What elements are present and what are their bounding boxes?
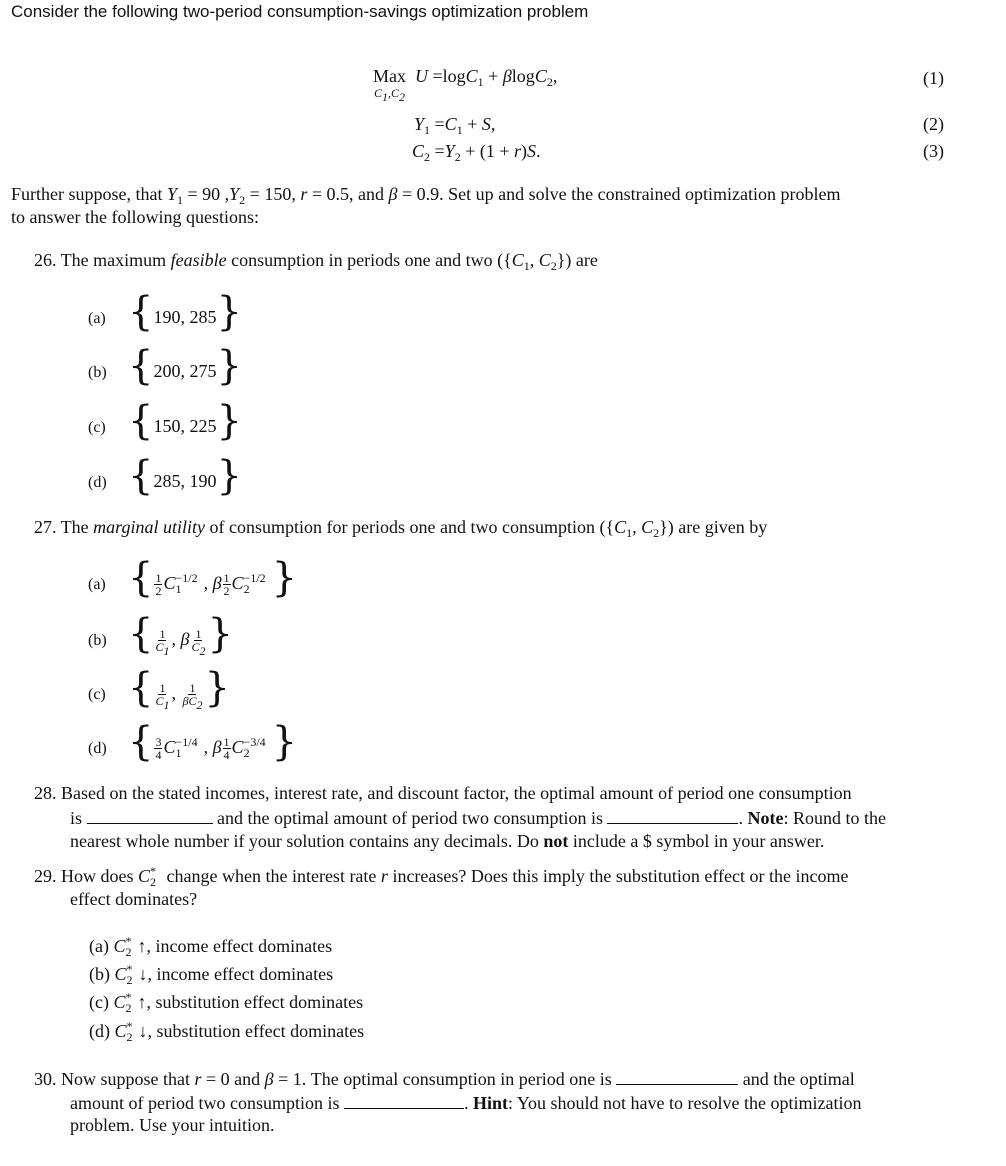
equation-2-number: (2) xyxy=(923,114,944,134)
setup-line-1: Further suppose, that $Y_1 = 90$ $,Y_2 = 150$, r = 0.5, and β = 0.9. Set up and solve the constrained optimization problem xyxy=(11,184,841,207)
question-29-line-2: effect dominates? xyxy=(70,889,198,909)
q29-option-d[interactable]: (d) $C_2^*$ ↓, substitution effect dominates xyxy=(89,1019,365,1044)
q27-option-b[interactable]: (b) { $\frac{1}{C_1}$ , β $\frac{1}{C_2}$ } xyxy=(88,611,233,659)
option-value: 190, 285 xyxy=(153,307,217,327)
question-number: 28. xyxy=(34,783,57,803)
option-label: (c) xyxy=(88,419,106,436)
q26-option-b[interactable]: (b) {200, 275} xyxy=(88,343,242,389)
equation-2: $Y_1 =C_1 + S$, xyxy=(414,114,496,137)
equation-1-number: (1) xyxy=(923,68,944,88)
q30-line1b: and the optimal xyxy=(742,1069,855,1089)
equation-1: Max $C_1,C_2$ U =logC$_1$ + βlogC$_2$, xyxy=(373,66,558,104)
option-label: (b) xyxy=(88,364,107,381)
q29-option-b[interactable]: (b) $C_2^*$ ↓, income effect dominates xyxy=(89,962,334,987)
option-text: , income effect dominates xyxy=(147,964,334,984)
option-label: (c) xyxy=(88,686,106,703)
q30-blank-period-two[interactable] xyxy=(344,1092,464,1109)
option-label: (d) xyxy=(89,1021,110,1041)
q26-option-c[interactable]: (c) {150, 225} xyxy=(88,398,242,444)
question-30-line-2: amount of period two consumption is . Hint: You should not have to resolve the optimization xyxy=(70,1093,862,1113)
arrow-down-icon: ↓ xyxy=(138,964,148,984)
question-28-line-3 xyxy=(70,831,824,852)
option-value: 150, 225 xyxy=(153,416,217,436)
hint-label: Hint xyxy=(472,1093,508,1113)
hint-rest: : You should not have to resolve the optimization xyxy=(508,1093,862,1113)
q26-option-a[interactable]: (a) {190, 285} xyxy=(88,289,242,335)
intro-text: Consider the following two-period consumption-savings optimization problem xyxy=(11,2,589,21)
question-number: 29. xyxy=(34,866,57,886)
option-text: , substitution effect dominates xyxy=(146,992,364,1012)
not-emphasis: not xyxy=(543,831,569,851)
q28-text: Based on the stated incomes, interest rate, and discount factor, the optimal amount of period one consumption xyxy=(61,783,852,803)
option-label: (d) xyxy=(88,474,107,491)
option-value: 200, 275 xyxy=(153,361,217,381)
question-number: 26. xyxy=(34,250,57,270)
q30-line2a: amount of period two consumption is xyxy=(70,1093,340,1113)
q29-option-a[interactable]: (a) $C_2^*$ ↑, income effect dominates xyxy=(89,934,333,959)
q30-blank-period-one[interactable] xyxy=(616,1068,738,1085)
option-label: (a) xyxy=(88,576,106,593)
q28-line3b: include a $ symbol in your answer. xyxy=(572,831,825,851)
option-text: , income effect dominates xyxy=(146,936,333,956)
option-label: (a) xyxy=(88,310,106,327)
q26-option-d[interactable]: (d) {285, 190} xyxy=(88,453,242,499)
q27-option-c[interactable]: (c) { $\frac{1}{C_1}$ , $\frac{1}{\beta C_2}$ } xyxy=(88,665,230,713)
max-operator: Max $C_1,C_2$ xyxy=(373,66,406,104)
option-label: (a) xyxy=(89,936,109,956)
q28-blank-period-two[interactable] xyxy=(607,807,738,824)
option-label: (b) xyxy=(89,964,110,984)
question-30-line-1: 30. Now suppose that r = 0 and β = 1. The optimal consumption in period one is and the optimal xyxy=(34,1069,855,1089)
arrow-up-icon: ↑ xyxy=(137,992,147,1012)
option-text: , substitution effect dominates xyxy=(147,1021,365,1041)
question-29-line-1: 29. How does $C_2^*$ change when the interest rate r increases? Does this imply the substitution effect or the income xyxy=(34,864,849,889)
question-28-line-1 xyxy=(34,783,852,804)
setup-line-2: to answer the following questions: xyxy=(11,207,259,227)
question-number: 27. xyxy=(34,517,57,537)
question-28-line-2: is and the optimal amount of period two consumption is . Note: Round to the xyxy=(70,808,886,828)
arrow-down-icon: ↓ xyxy=(138,1021,148,1041)
question-30-line-3: problem. Use your intuition. xyxy=(70,1115,275,1135)
q29-option-c[interactable]: (c) $C_2^*$ ↑, substitution effect dominates xyxy=(89,990,364,1015)
note-rest: : Round to the xyxy=(783,808,886,828)
arrow-up-icon: ↑ xyxy=(137,936,147,956)
note-label: Note xyxy=(747,808,784,828)
equation-3-number: (3) xyxy=(923,141,944,161)
q27-option-a[interactable]: (a) { $\frac{1}{2}$ $C_1^{-1/2}$ , β $\frac{1}{2}$ $C_2^{-1/2}$ } xyxy=(88,555,298,601)
question-27: 27. The marginal utility of consumption for periods one and two consumption ({$C_1$, $C_2$}) are given by xyxy=(34,517,768,540)
q27-option-d[interactable]: (d) { $\frac{3}{4}$ $C_1^{-1/4}$ , β $\frac{1}{4}$ $C_2^{-3/4}$ } xyxy=(88,719,298,765)
question-number: 30. xyxy=(34,1069,57,1089)
q28-line3a: nearest whole number if your solution contains any decimals. Do xyxy=(70,831,539,851)
q28-blank-period-one[interactable] xyxy=(87,807,213,824)
option-label: (c) xyxy=(89,992,109,1012)
equation-3: $C_2 =Y_2 + (1 + r)S$. xyxy=(412,141,541,164)
question-26: 26. The maximum feasible consumption in periods one and two ({$C_1$, $C_2$}) are xyxy=(34,250,598,273)
q28-mid-text: and the optimal amount of period two consumption is xyxy=(217,808,603,828)
option-label: (d) xyxy=(88,740,107,757)
option-label: (b) xyxy=(88,632,107,649)
option-value: 285, 190 xyxy=(153,471,217,491)
q28-is: is xyxy=(70,808,83,828)
